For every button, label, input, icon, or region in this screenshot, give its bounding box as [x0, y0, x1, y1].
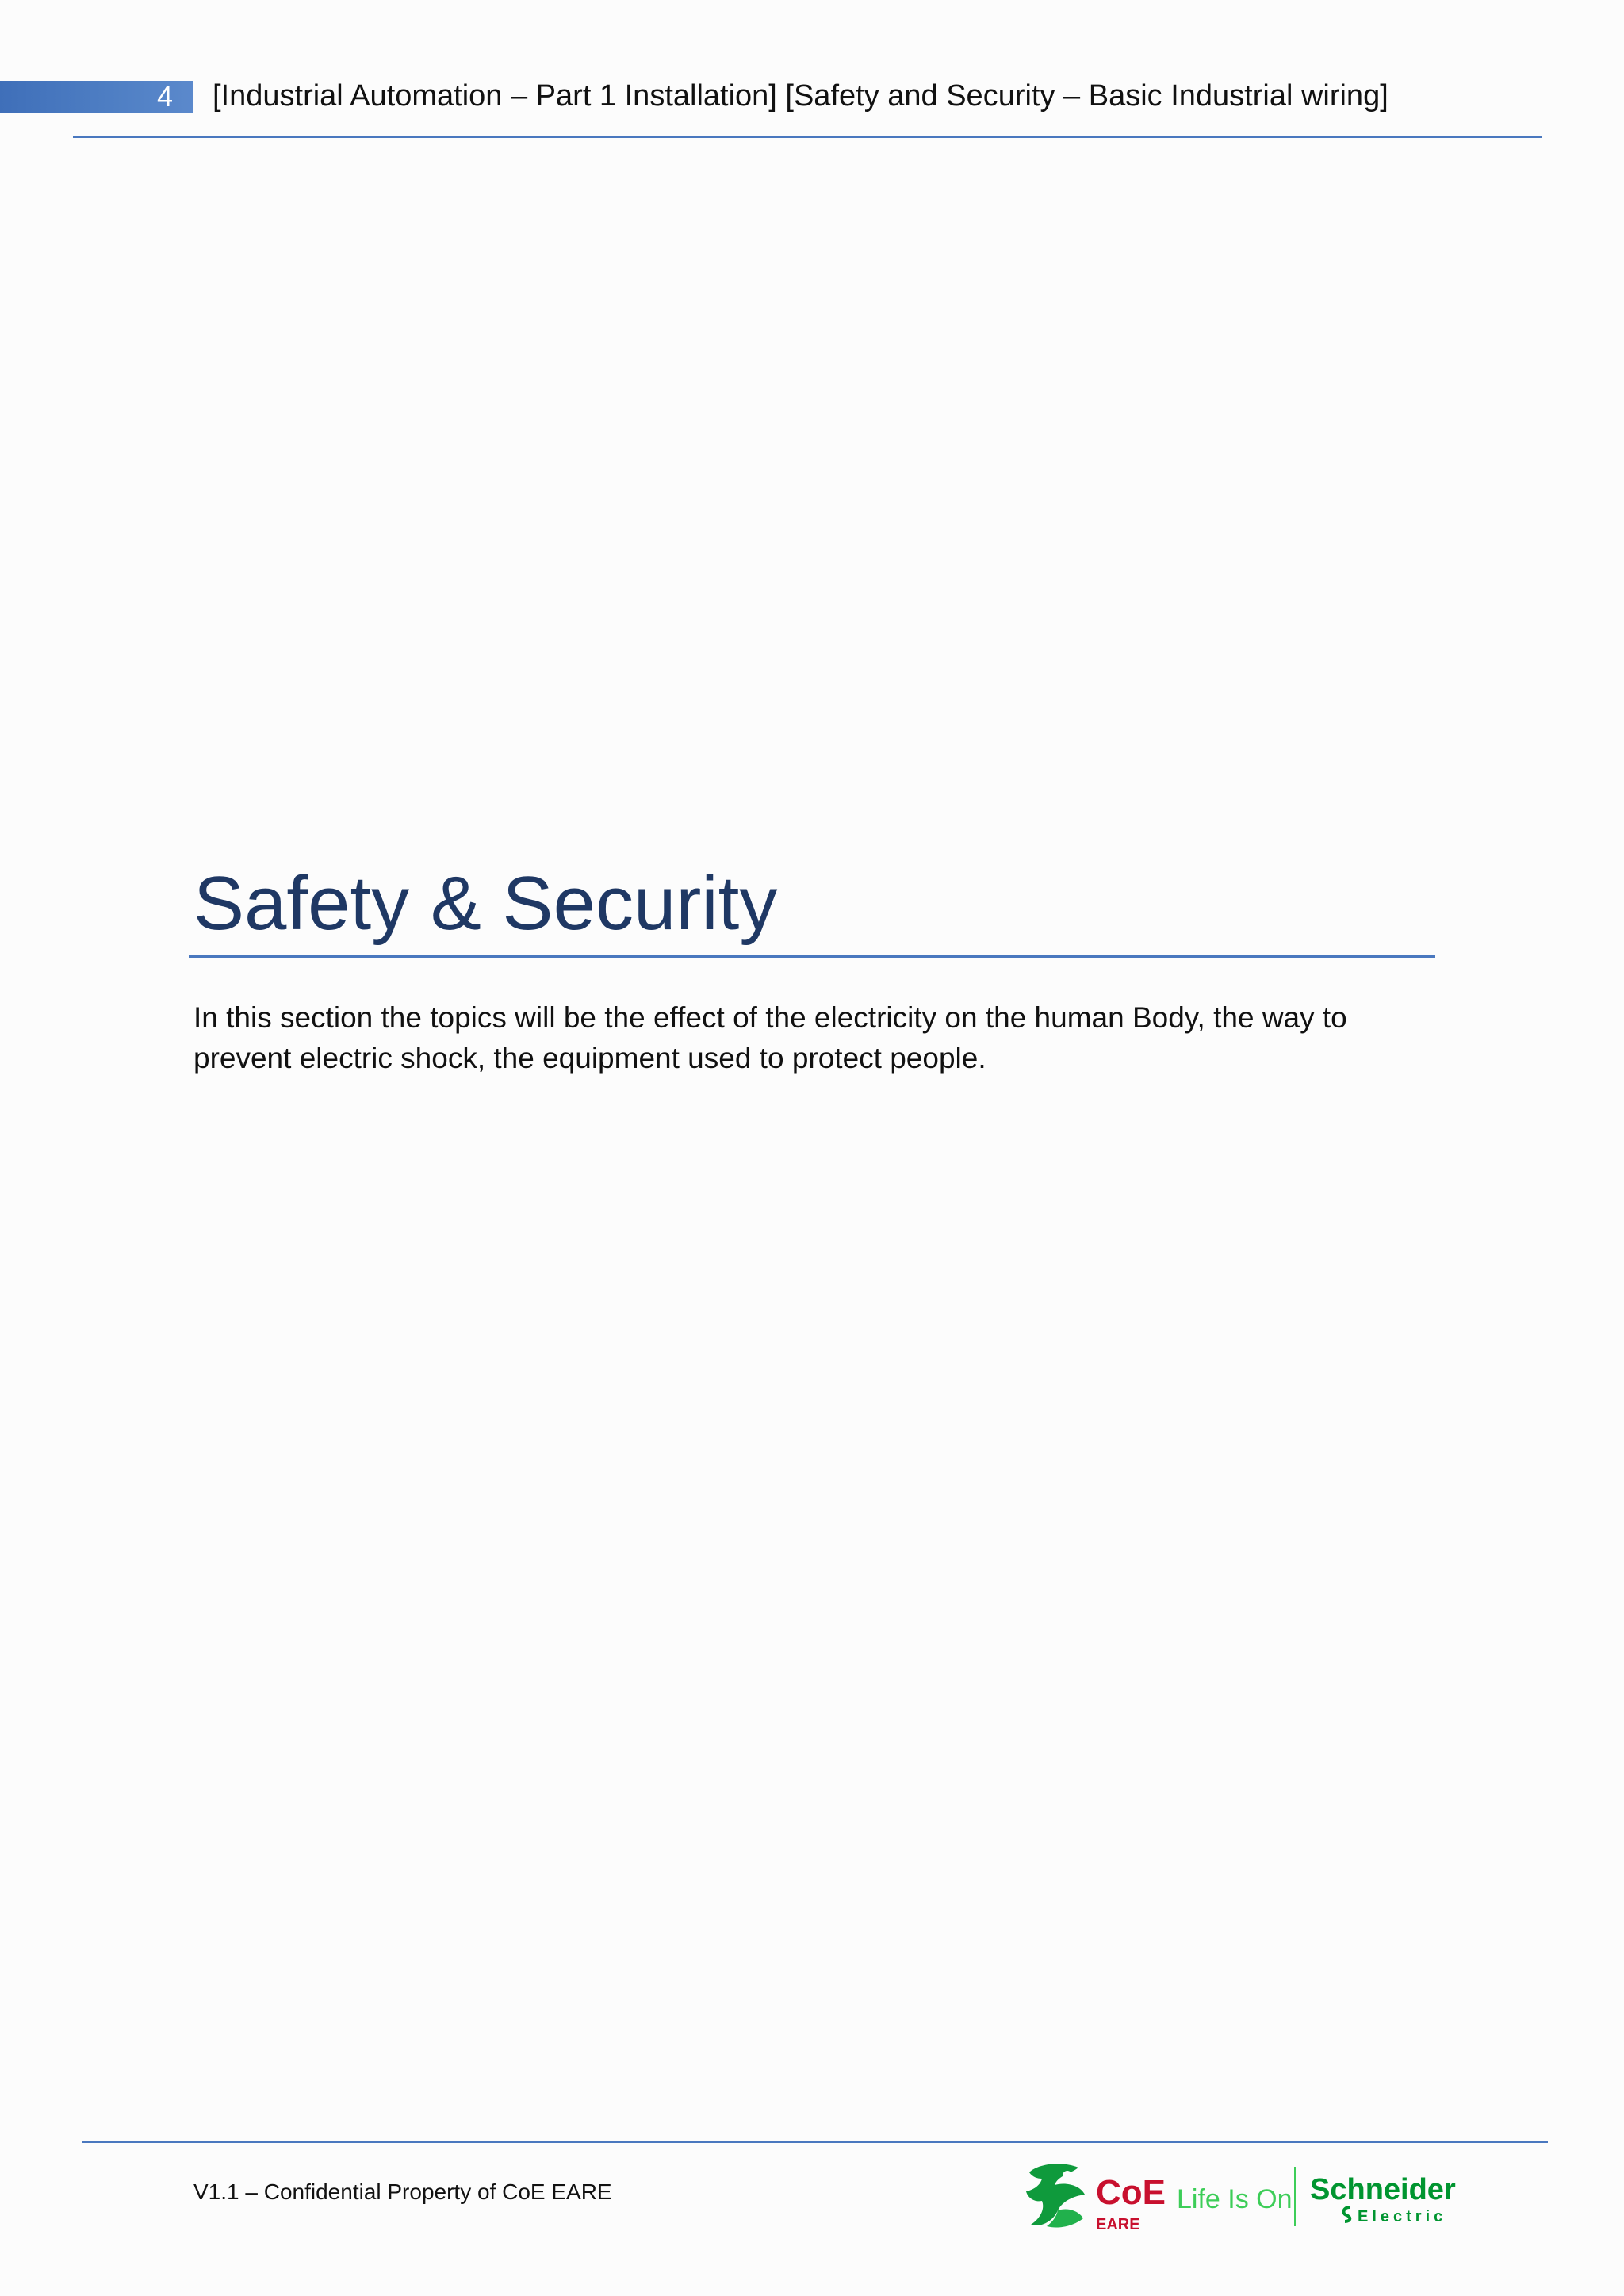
footer-version-text: V1.1 – Confidential Property of CoE EARE	[193, 2179, 612, 2204]
coe-emblem-icon	[1026, 2164, 1085, 2227]
logo-divider	[1294, 2167, 1296, 2226]
section-title-underline	[189, 955, 1435, 958]
running-header-title: [Industrial Automation – Part 1 Installation] [Safety and Security – Basic Industrial wiring]	[213, 79, 1388, 113]
section-title: Safety & Security	[193, 861, 778, 946]
svg-text:Schneider: Schneider	[1310, 2173, 1456, 2206]
svg-text:EARE: EARE	[1096, 2216, 1140, 2233]
svg-text:CoE: CoE	[1096, 2173, 1166, 2212]
page-number: 4	[156, 80, 173, 113]
life-is-on-tagline: Life Is On	[1177, 2184, 1293, 2214]
svg-text:Electric: Electric	[1358, 2208, 1447, 2225]
section-intro-paragraph: In this section the topics will be the effect of the electricity on the human Body, the way to prevent electric shock, the equipment used to protect people.	[193, 1001, 1347, 1074]
schneider-s-icon	[1344, 2207, 1350, 2221]
footer-divider	[82, 2141, 1548, 2143]
page-number-badge	[0, 81, 193, 113]
schneider-electric-logo	[1308, 2172, 1459, 2228]
header-divider	[73, 136, 1542, 138]
